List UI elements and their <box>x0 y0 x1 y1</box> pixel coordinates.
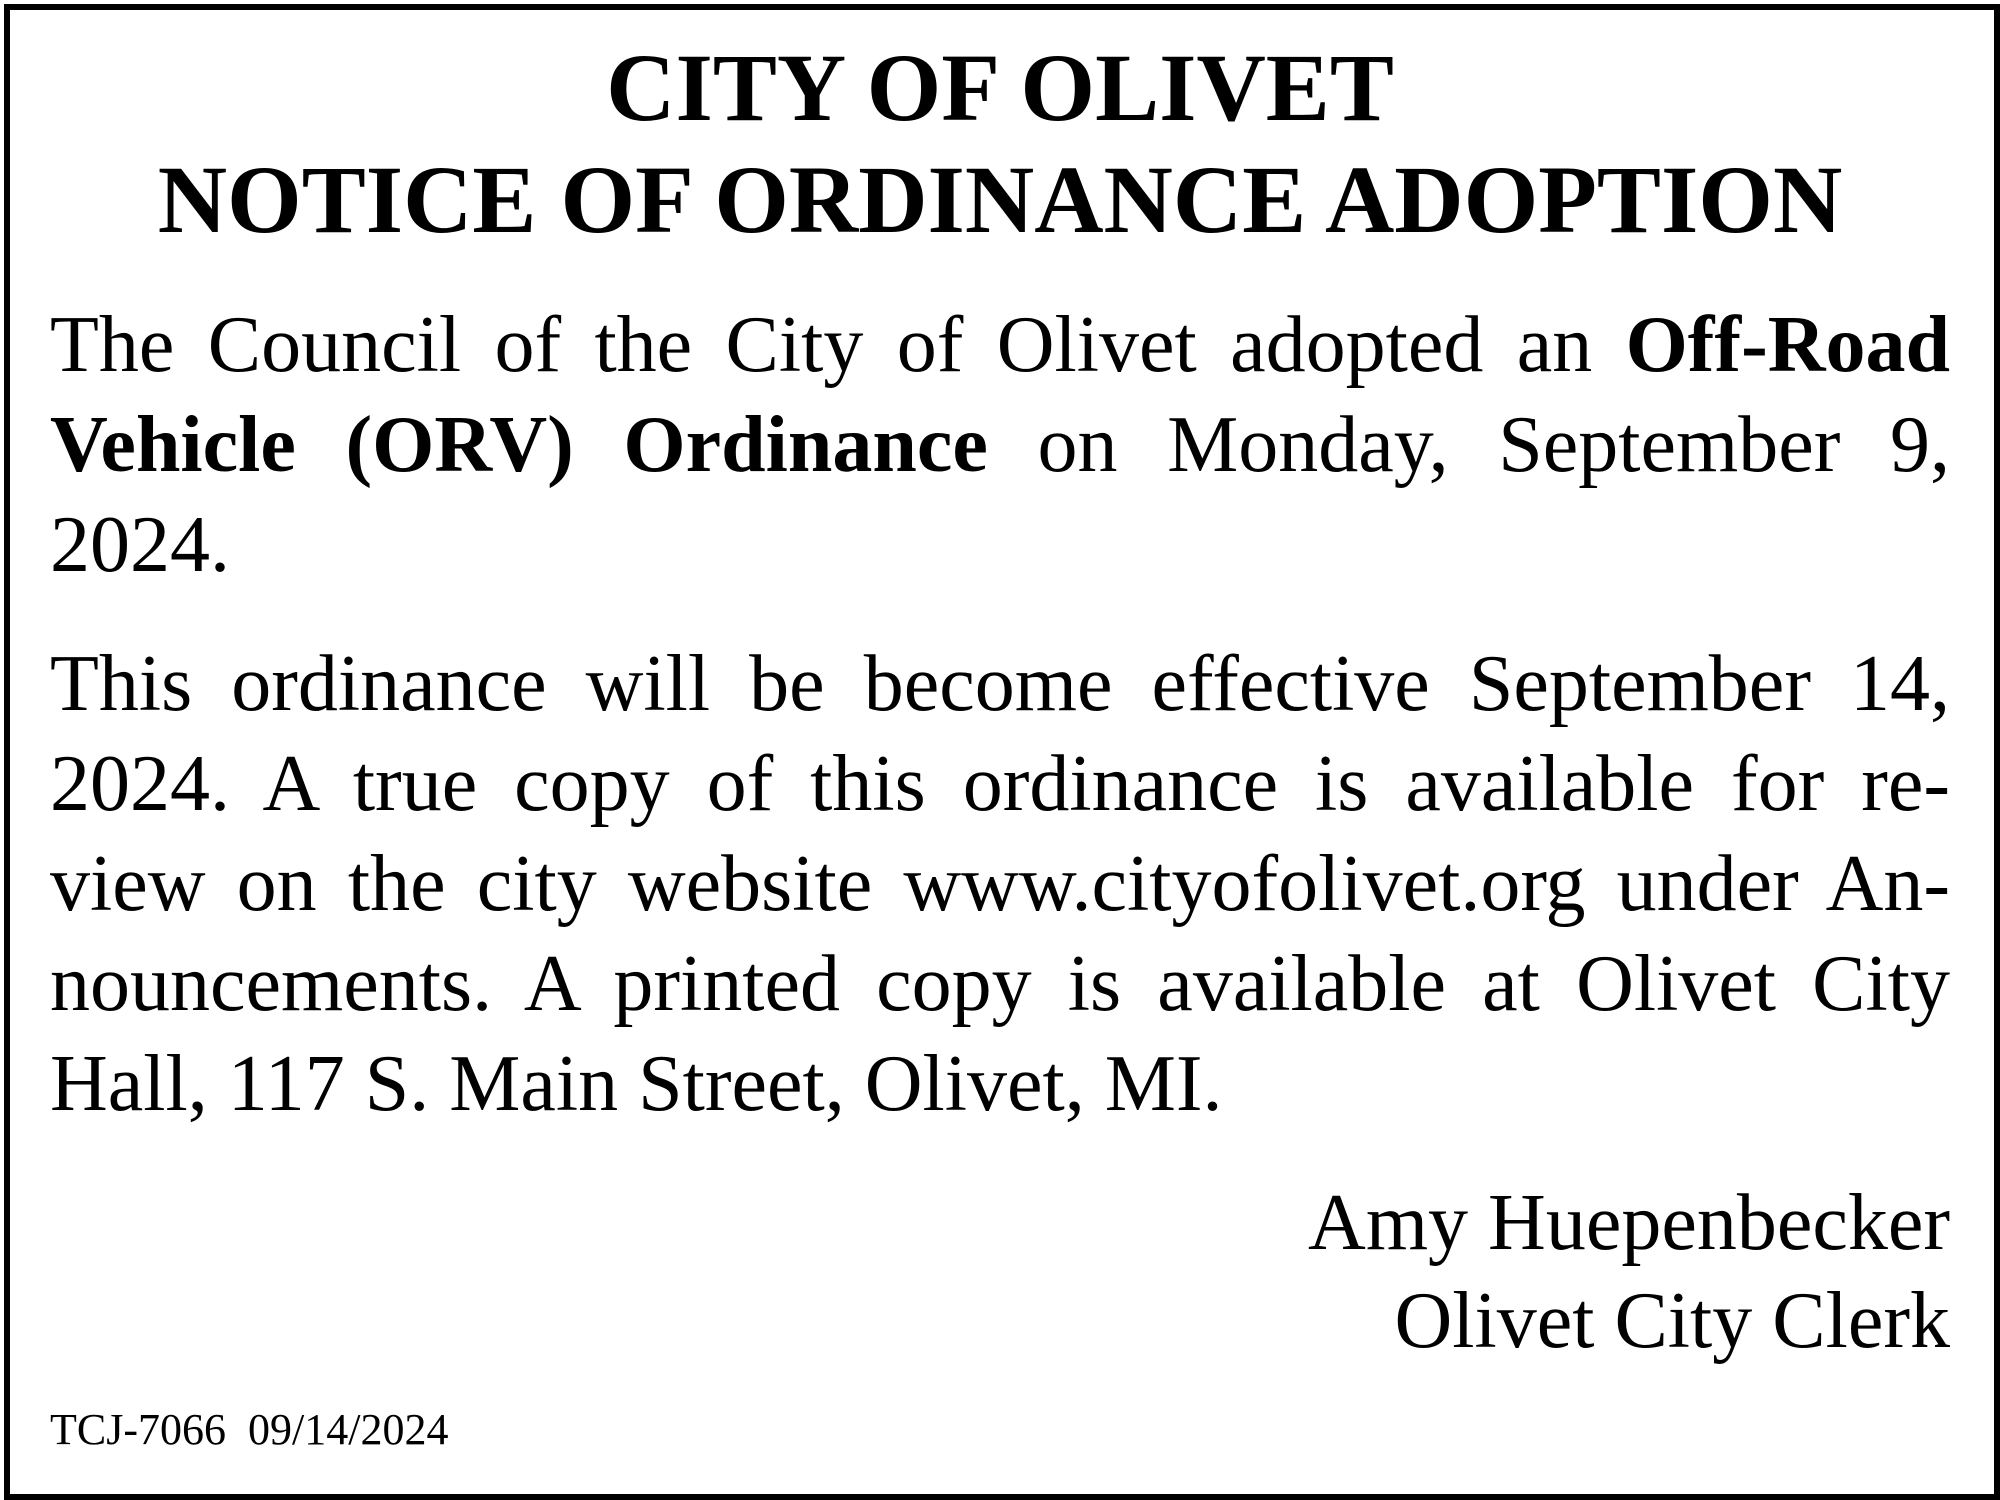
paragraph-line: 2024. <box>50 501 230 589</box>
title-city: CITY OF OLIVET <box>606 34 1394 141</box>
paragraph-line <box>50 395 1950 495</box>
notice-heading <box>0 32 2000 256</box>
signer-title: Olivet City Clerk <box>1394 1277 1950 1365</box>
paragraph-adoption <box>50 295 1950 595</box>
title-notice: NOTICE OF ORDINANCE ADOPTION <box>157 146 1843 253</box>
paragraph-effective <box>50 634 1950 1134</box>
reference-code: TCJ-7066 09/14/2024 <box>50 1405 449 1454</box>
paragraph-line: view on the city website www.cityofolivet.org under An- <box>50 840 1950 928</box>
signer-name: Amy Huepenbecker <box>1308 1179 1950 1267</box>
bold-ordinance-name: Off-Road <box>1625 301 1950 389</box>
bold-ordinance-name: Vehicle (ORV) Ordinance <box>50 401 988 489</box>
paragraph-line <box>50 295 1950 395</box>
signature-block <box>1308 1174 1950 1370</box>
paragraph-line: Hall, 117 S. Main Street, Olivet, MI. <box>50 1040 1223 1128</box>
paragraph-line: 2024. A true copy of this ordinance is available for re- <box>50 740 1950 828</box>
paragraph-line: This ordinance will be become effective September 14, <box>50 640 1950 728</box>
text-segment: on Monday, September 9, <box>987 401 1950 489</box>
paragraph-line: nouncements. A printed copy is available at Olivet City <box>50 940 1950 1028</box>
text-segment: The Council of the City of Olivet adopted an <box>50 301 1626 389</box>
